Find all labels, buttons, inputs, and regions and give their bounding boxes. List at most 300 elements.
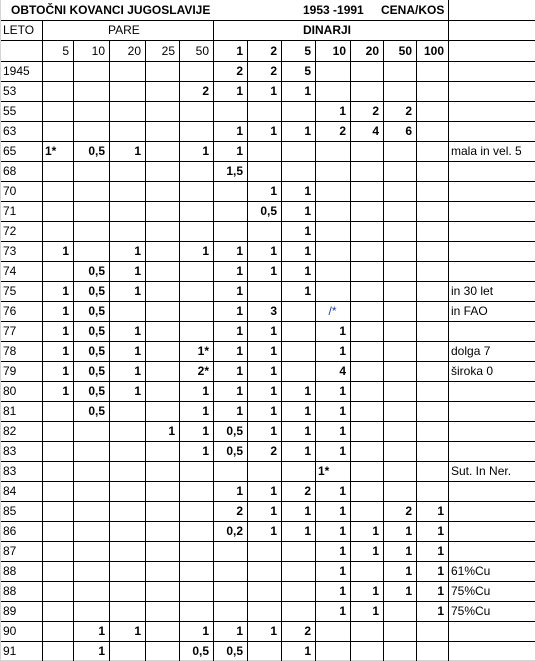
note-cell: [448, 241, 536, 261]
grid-line: [0, 20, 536, 21]
value-cell: 1: [134, 144, 141, 158]
value-cell: 1: [304, 424, 311, 438]
value-cell: 1: [134, 624, 141, 638]
value-cell: [350, 621, 383, 641]
value-cell: [145, 601, 179, 621]
value-cell: [281, 581, 315, 601]
value-cell: 1: [62, 304, 69, 318]
value-cell: 1: [62, 324, 69, 338]
value-cell: [179, 481, 213, 501]
year-cell: 77: [3, 324, 17, 338]
value-cell: [109, 541, 145, 561]
value-cell: [213, 461, 247, 481]
value-cell: 0,5: [260, 204, 277, 218]
value-cell: 5: [304, 64, 311, 78]
value-cell: 1: [202, 444, 209, 458]
value-cell: 1: [134, 384, 141, 398]
value-cell: [383, 261, 416, 281]
value-cell: [350, 81, 383, 101]
value-cell: [281, 541, 315, 561]
denomination-header: 1: [236, 43, 243, 58]
value-cell: [42, 181, 73, 201]
value-cell: 0,5: [88, 404, 105, 418]
grid-line: [0, 221, 536, 222]
grid-line: [0, 441, 536, 442]
value-cell: 1: [339, 524, 346, 538]
value-cell: [350, 201, 383, 221]
value-cell: 1: [134, 344, 141, 358]
value-cell: 1: [339, 424, 346, 438]
value-cell: [145, 261, 179, 281]
grid-line: [0, 581, 536, 582]
value-cell: [350, 61, 383, 81]
grid-line: [0, 481, 536, 482]
grid-line: [0, 101, 536, 102]
value-cell: 1: [134, 264, 141, 278]
note-cell: [448, 161, 536, 181]
value-cell: [179, 61, 213, 81]
value-cell: 1: [437, 524, 444, 538]
value-cell: 1*: [197, 344, 209, 358]
value-cell: 1: [437, 584, 444, 598]
value-cell: [247, 561, 281, 581]
value-cell: [281, 141, 315, 161]
value-cell: [247, 641, 281, 661]
value-cell: [145, 401, 179, 421]
year-cell: 87: [3, 544, 17, 558]
grid-line: [0, 40, 536, 41]
value-cell: 1: [405, 544, 412, 558]
value-cell: [383, 361, 416, 381]
value-cell: [145, 181, 179, 201]
value-cell: 2: [405, 104, 412, 118]
leto-header: LETO: [3, 23, 35, 37]
value-cell: [416, 281, 448, 301]
note-cell: [448, 441, 536, 461]
year-cell: 70: [3, 184, 17, 198]
grid-line: [145, 40, 146, 661]
value-cell: [350, 241, 383, 261]
year-cell: 71: [3, 204, 17, 218]
grid-line: [0, 201, 536, 202]
value-cell: [213, 601, 247, 621]
value-cell: 1: [270, 124, 277, 138]
value-cell: [350, 261, 383, 281]
value-cell: [145, 581, 179, 601]
value-cell: 1: [270, 184, 277, 198]
value-cell: [179, 561, 213, 581]
value-cell: [109, 601, 145, 621]
value-cell: 1: [236, 84, 243, 98]
year-cell: 53: [3, 84, 17, 98]
value-cell: 1: [236, 484, 243, 498]
value-cell: [42, 541, 73, 561]
value-cell: [281, 341, 315, 361]
value-cell: [247, 581, 281, 601]
value-cell: [281, 301, 315, 321]
year-cell: 65: [3, 144, 17, 158]
value-cell: 1: [304, 444, 311, 458]
value-cell: [247, 221, 281, 241]
denomination-header: 5: [62, 43, 69, 58]
value-cell: 1: [339, 544, 346, 558]
value-cell: [109, 121, 145, 141]
grid-line: [0, 541, 536, 542]
value-cell: [416, 261, 448, 281]
value-cell: [42, 501, 73, 521]
value-cell: 1: [339, 504, 346, 518]
value-cell: [42, 601, 73, 621]
note-cell: [448, 101, 536, 121]
value-cell: [213, 581, 247, 601]
value-cell: [145, 221, 179, 241]
value-cell: [383, 441, 416, 461]
value-cell: [383, 341, 416, 361]
value-cell: [416, 621, 448, 641]
value-cell: 0,5: [226, 644, 243, 658]
value-cell: 1: [270, 404, 277, 418]
grid-line: [0, 521, 536, 522]
value-cell: [179, 261, 213, 281]
note-cell: mala in vel. 5: [451, 144, 522, 158]
value-cell: 0,5: [88, 264, 105, 278]
value-cell: [247, 161, 281, 181]
value-cell: [73, 101, 109, 121]
grid-line: [0, 81, 536, 82]
value-cell: [73, 481, 109, 501]
note-cell: [448, 81, 536, 101]
year-cell: 88: [3, 564, 17, 578]
value-cell: 1: [270, 84, 277, 98]
value-cell: [383, 241, 416, 261]
value-cell: 1: [339, 344, 346, 358]
value-cell: 1,5: [226, 164, 243, 178]
value-cell: 1: [270, 384, 277, 398]
year-cell: 89: [3, 604, 17, 618]
grid-line: [0, 61, 536, 62]
value-cell: 1: [270, 624, 277, 638]
value-cell: [213, 541, 247, 561]
value-cell: 1: [270, 324, 277, 338]
value-cell: [42, 81, 73, 101]
value-cell: 1: [339, 584, 346, 598]
value-cell: [383, 221, 416, 241]
value-cell: [145, 461, 179, 481]
value-cell: [109, 581, 145, 601]
value-cell: [73, 561, 109, 581]
grid-line: [0, 641, 536, 642]
value-cell: 1: [339, 384, 346, 398]
value-cell: [213, 181, 247, 201]
value-cell: 1: [236, 304, 243, 318]
note-cell: [448, 261, 536, 281]
grid-line: [0, 0, 1, 661]
value-cell: 1: [339, 564, 346, 578]
value-cell: [145, 641, 179, 661]
grid-line: [0, 241, 536, 242]
value-cell: [145, 341, 179, 361]
value-cell: [179, 461, 213, 481]
value-cell: [179, 321, 213, 341]
value-cell: [315, 241, 350, 261]
value-cell: 0,5: [88, 384, 105, 398]
value-cell: 1: [304, 264, 311, 278]
grid-line: [0, 181, 536, 182]
value-cell: 4: [339, 364, 346, 378]
value-cell: [350, 281, 383, 301]
value-cell: [416, 421, 448, 441]
price-per-piece: CENA/KOS: [381, 3, 445, 17]
value-cell: [315, 61, 350, 81]
value-cell: 1: [134, 324, 141, 338]
grid-line: [0, 361, 536, 362]
value-cell: [416, 301, 448, 321]
value-cell: 1: [236, 324, 243, 338]
value-cell: 2: [236, 504, 243, 518]
value-cell: [145, 141, 179, 161]
note-cell: [448, 181, 536, 201]
note-cell: [448, 421, 536, 441]
value-cell: [247, 101, 281, 121]
value-cell: 1: [339, 324, 346, 338]
value-cell: [350, 641, 383, 661]
value-cell: [315, 641, 350, 661]
value-cell: 1: [304, 284, 311, 298]
value-cell: 1: [304, 504, 311, 518]
grid-line: [0, 421, 536, 422]
grid-line: [0, 321, 536, 322]
value-cell: [315, 81, 350, 101]
value-cell: 2: [405, 504, 412, 518]
year-cell: 68: [3, 164, 17, 178]
value-cell: [42, 201, 73, 221]
value-cell: 1: [405, 584, 412, 598]
year-cell: 82: [3, 424, 17, 438]
note-cell: [448, 641, 536, 661]
value-cell: 1: [236, 344, 243, 358]
value-cell: 1: [372, 544, 379, 558]
value-cell: [109, 101, 145, 121]
value-cell: [109, 301, 145, 321]
note-cell: [448, 401, 536, 421]
value-cell: [73, 121, 109, 141]
value-cell: [73, 541, 109, 561]
value-cell: [109, 521, 145, 541]
grid-line: [350, 40, 351, 661]
value-cell: [179, 501, 213, 521]
value-cell: 1: [98, 644, 105, 658]
value-cell: 4: [372, 124, 379, 138]
value-cell: [350, 221, 383, 241]
value-cell: 1: [202, 424, 209, 438]
note-cell: [448, 541, 536, 561]
value-cell: [350, 481, 383, 501]
value-cell: 1: [304, 644, 311, 658]
value-cell: [350, 181, 383, 201]
note-cell: [448, 321, 536, 341]
value-cell: [281, 101, 315, 121]
value-cell: [73, 601, 109, 621]
value-cell: [179, 521, 213, 541]
value-cell: 1: [304, 124, 311, 138]
value-cell: [109, 161, 145, 181]
value-cell: [416, 461, 448, 481]
value-cell: [145, 441, 179, 461]
value-cell: 1: [62, 364, 69, 378]
value-cell: [350, 301, 383, 321]
value-cell: 1: [98, 624, 105, 638]
value-cell: 1: [437, 504, 444, 518]
value-cell: [179, 281, 213, 301]
grid-line: [109, 40, 110, 661]
value-cell: [145, 241, 179, 261]
value-cell: [109, 441, 145, 461]
value-cell: 1: [236, 284, 243, 298]
value-cell: [73, 501, 109, 521]
value-cell: [42, 461, 73, 481]
denomination-header: 5: [304, 43, 311, 58]
value-cell: [42, 121, 73, 141]
value-cell: 1: [304, 184, 311, 198]
note-cell: 75%Cu: [451, 604, 491, 618]
value-cell: 1: [339, 104, 346, 118]
value-cell: [42, 581, 73, 601]
year-cell: 91: [3, 644, 17, 658]
value-cell: [383, 141, 416, 161]
value-cell: [315, 181, 350, 201]
year-cell: 83: [3, 464, 17, 478]
value-cell: [416, 641, 448, 661]
value-cell: 1: [270, 504, 277, 518]
grid-line: [0, 381, 536, 382]
value-cell: [350, 381, 383, 401]
value-cell: [383, 401, 416, 421]
value-cell: [350, 441, 383, 461]
note-cell: dolga 7: [451, 344, 491, 358]
value-cell: [145, 361, 179, 381]
value-cell: [42, 441, 73, 461]
value-cell: 0,5: [88, 344, 105, 358]
year-cell: 84: [3, 484, 17, 498]
value-cell: [281, 561, 315, 581]
value-cell: [145, 301, 179, 321]
note-cell: široka 0: [451, 364, 494, 378]
dinarji-header: DINARJI: [303, 23, 352, 37]
value-cell: [350, 321, 383, 341]
value-cell: 2: [372, 104, 379, 118]
value-cell: 1: [339, 404, 346, 418]
value-cell: [73, 581, 109, 601]
value-cell: [350, 461, 383, 481]
value-cell: [179, 201, 213, 221]
grid-line: [0, 561, 536, 562]
note-cell: in FAO: [451, 304, 488, 318]
value-cell: [179, 121, 213, 141]
note-cell: [448, 201, 536, 221]
value-cell: 1: [236, 144, 243, 158]
value-cell: [350, 401, 383, 421]
denomination-header: 20: [365, 43, 379, 58]
value-cell: [416, 121, 448, 141]
value-cell: 2: [339, 124, 346, 138]
value-cell: 1: [236, 124, 243, 138]
value-cell: 1: [202, 384, 209, 398]
value-cell: 1: [62, 344, 69, 358]
note-cell: [448, 221, 536, 241]
value-cell: [350, 561, 383, 581]
grid-line: [0, 461, 536, 462]
value-cell: 0,5: [88, 284, 105, 298]
value-cell: [315, 261, 350, 281]
value-cell: 0,5: [192, 644, 209, 658]
grid-line: [0, 121, 536, 122]
year-cell: 76: [3, 304, 17, 318]
value-cell: [42, 101, 73, 121]
year-cell: 83: [3, 444, 17, 458]
value-cell: [145, 281, 179, 301]
value-cell: [416, 181, 448, 201]
value-cell: 0,5: [226, 424, 243, 438]
year-cell: 55: [3, 104, 17, 118]
value-cell: 1: [62, 384, 69, 398]
value-cell: [416, 361, 448, 381]
value-cell: /*: [328, 304, 337, 318]
value-cell: [42, 481, 73, 501]
value-cell: 1: [304, 84, 311, 98]
value-cell: [42, 261, 73, 281]
value-cell: 1: [304, 524, 311, 538]
value-cell: [109, 181, 145, 201]
grid-line: [0, 301, 536, 302]
value-cell: [350, 161, 383, 181]
value-cell: [315, 221, 350, 241]
value-cell: [145, 61, 179, 81]
grid-line: [73, 40, 74, 661]
value-cell: 1: [304, 384, 311, 398]
value-cell: 1: [202, 404, 209, 418]
grid-line: [0, 341, 536, 342]
value-cell: [213, 221, 247, 241]
value-cell: 2: [236, 64, 243, 78]
value-cell: [315, 621, 350, 641]
value-cell: [73, 81, 109, 101]
value-cell: [383, 161, 416, 181]
value-cell: 2: [202, 84, 209, 98]
value-cell: 1: [236, 264, 243, 278]
value-cell: [109, 461, 145, 481]
note-cell: [448, 501, 536, 521]
value-cell: [73, 201, 109, 221]
value-cell: [416, 101, 448, 121]
grid-line: [0, 261, 536, 262]
value-cell: 1: [270, 264, 277, 278]
grid-line: [213, 20, 214, 40]
grid-line: [315, 40, 316, 661]
value-cell: [350, 361, 383, 381]
value-cell: 0,2: [226, 524, 243, 538]
note-cell: [448, 481, 536, 501]
value-cell: 0,5: [88, 304, 105, 318]
grid-line: [0, 141, 536, 142]
value-cell: [145, 481, 179, 501]
value-cell: [416, 161, 448, 181]
value-cell: [416, 81, 448, 101]
value-cell: 3: [270, 304, 277, 318]
value-cell: 1: [202, 244, 209, 258]
value-cell: 1: [437, 604, 444, 618]
value-cell: [73, 221, 109, 241]
value-cell: 1: [372, 604, 379, 618]
